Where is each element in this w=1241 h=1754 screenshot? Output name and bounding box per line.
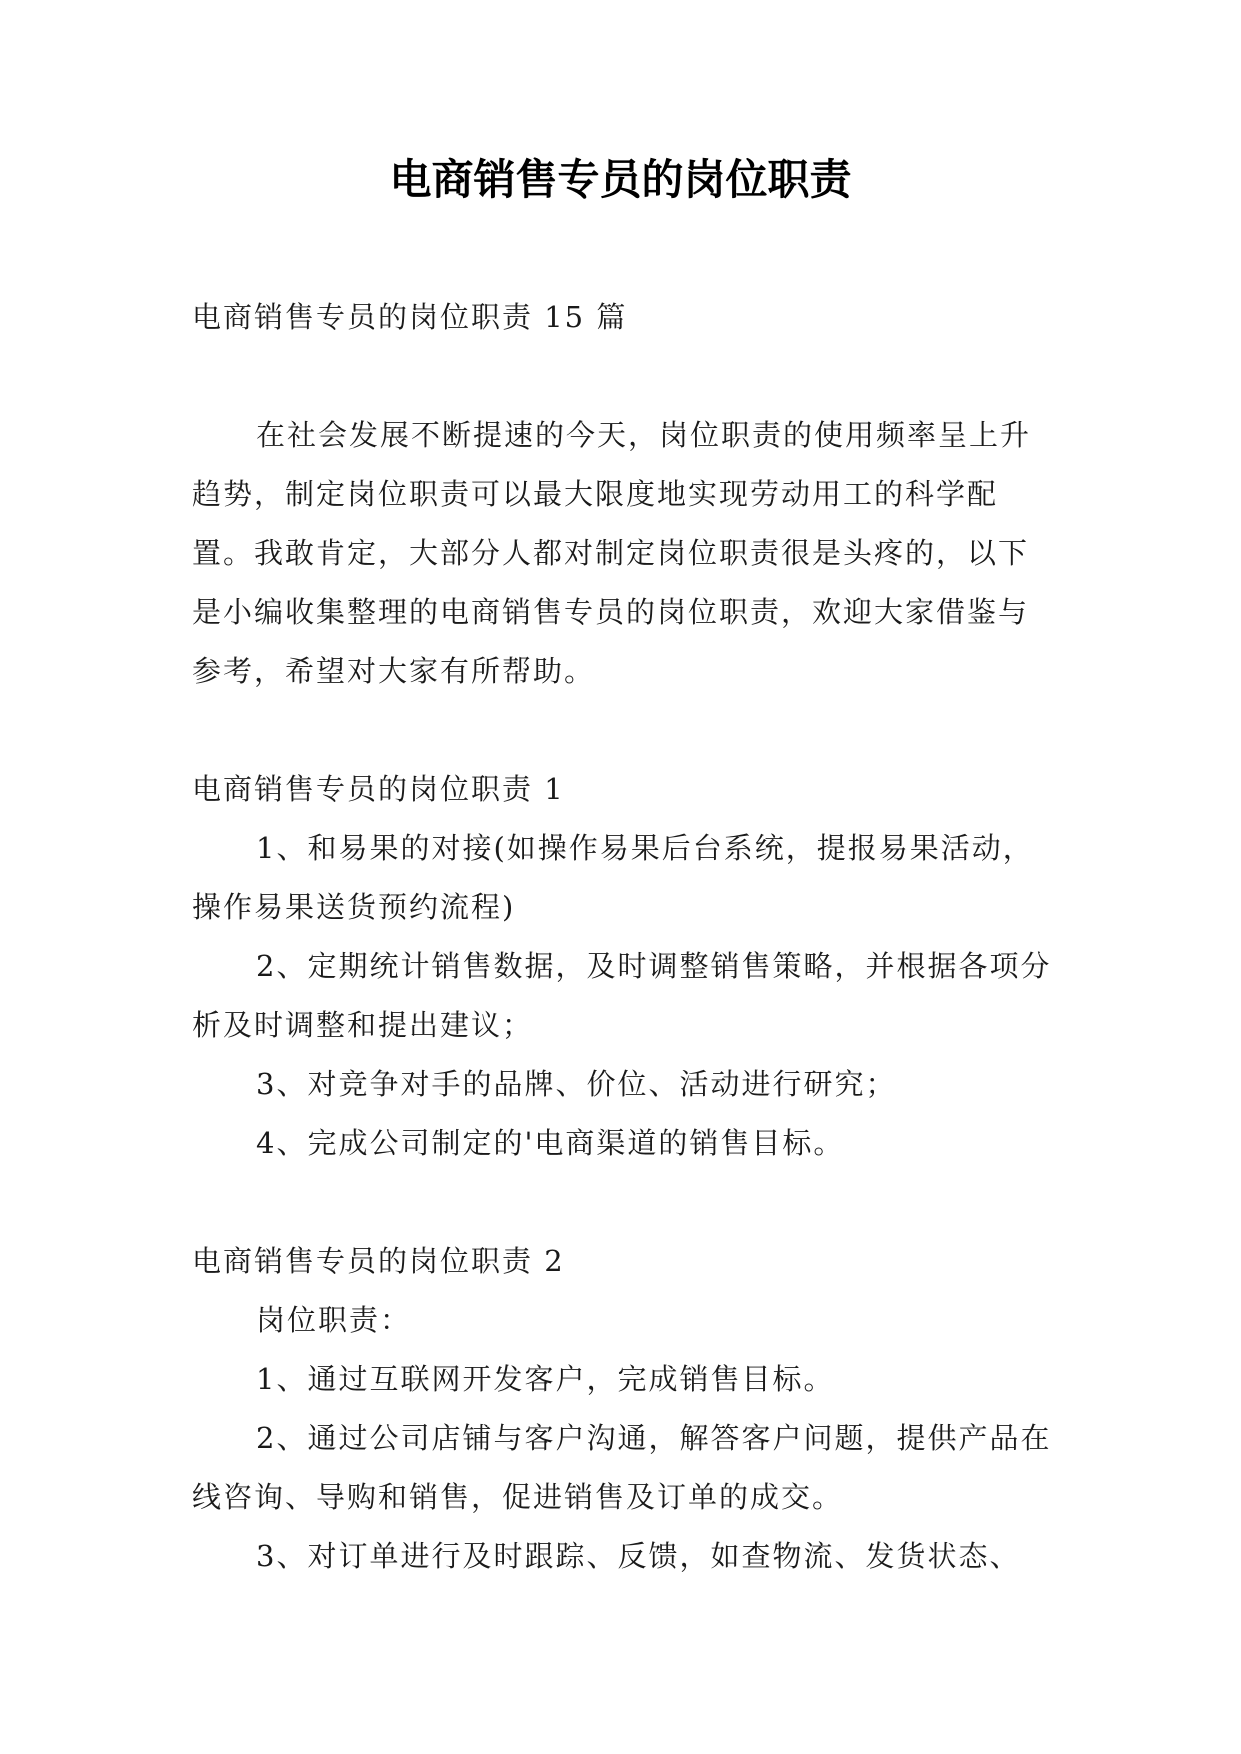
section-paragraph: 4、完成公司制定的'电商渠道的销售目标。	[256, 1126, 845, 1160]
section-paragraph: 1、和易果的对接(如操作易果后台系统，提报易果活动，操作易果送货预约流程)	[192, 831, 1034, 924]
section-spacer	[192, 701, 1056, 760]
section-heading: 电商销售专员的岗位职责 2	[192, 1244, 565, 1278]
section-paragraph: 3、对订单进行及时跟踪、反馈，如查物流、发货状态、	[256, 1539, 1021, 1573]
section-spacer	[192, 1173, 1056, 1232]
section-2	[192, 1232, 1056, 1586]
document-subtitle: 电商销售专员的岗位职责 15 篇	[192, 300, 628, 334]
section-paragraph: 3、对竞争对手的品牌、价位、活动进行研究；	[256, 1067, 897, 1101]
intro-paragraph: 在社会发展不断提速的今天，岗位职责的使用频率呈上升趋势，制定岗位职责可以最大限度地实现劳动用工的科学配置。我敢肯定，大部分人都对制定岗位职责很是头疼的，以下是小编收集整理的电商销售专员的岗位职责，欢迎大家借鉴与参考，希望对大家有所帮助。	[192, 418, 1032, 688]
document-body	[192, 288, 1056, 1586]
section-paragraph: 2、定期统计销售数据，及时调整销售策略，并根据各项分析及时调整和提出建议；	[192, 949, 1052, 1042]
section-paragraph: 2、通过公司店铺与客户沟通，解答客户问题，提供产品在线咨询、导购和销售，促进销售及订单的成交。	[192, 1421, 1052, 1514]
section-1	[192, 760, 1056, 1173]
section-heading: 电商销售专员的岗位职责 1	[192, 772, 565, 806]
document-title: 电商销售专员的岗位职责	[389, 155, 852, 204]
section-paragraph: 岗位职责：	[256, 1303, 412, 1337]
section-paragraph: 1、通过互联网开发客户，完成销售目标。	[256, 1362, 835, 1396]
